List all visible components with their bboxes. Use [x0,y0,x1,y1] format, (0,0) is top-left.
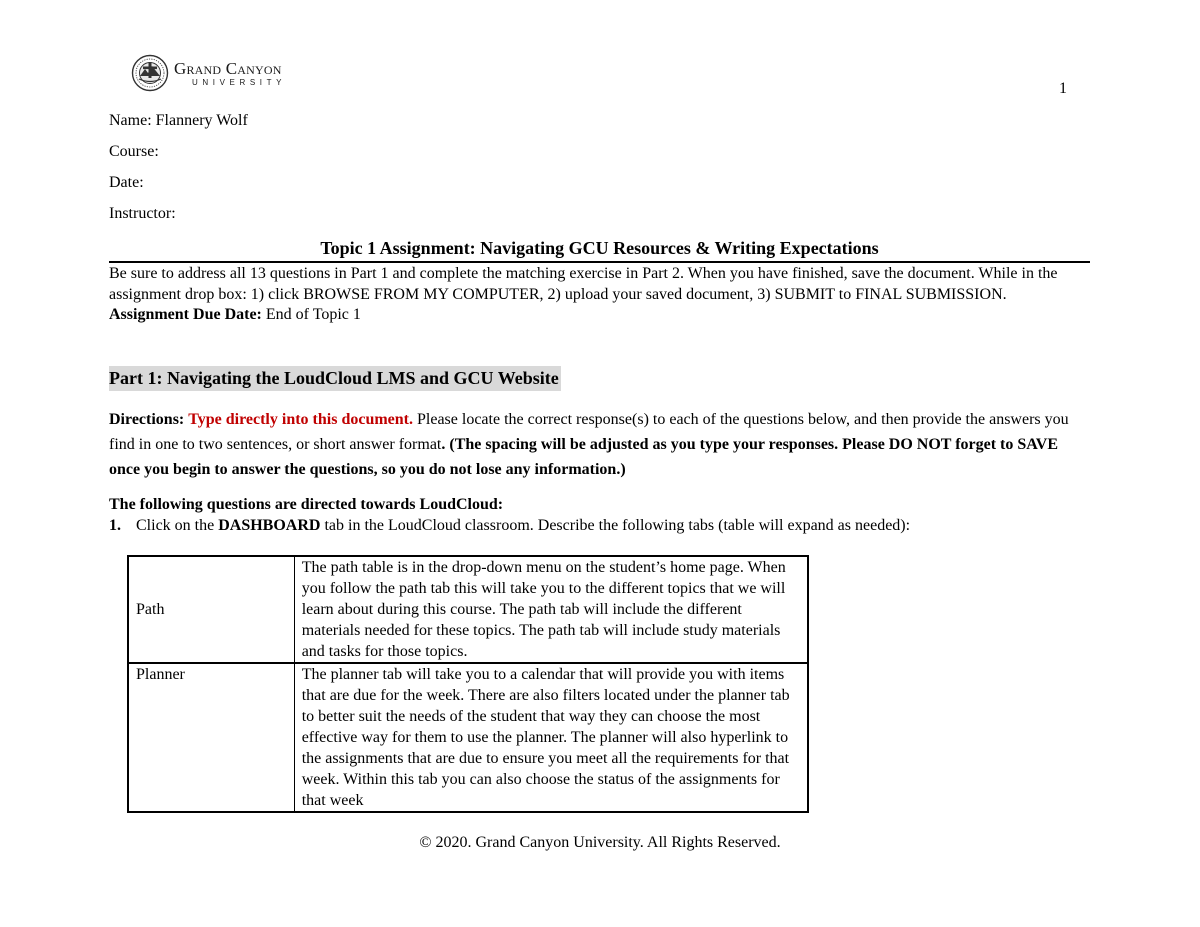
page-number: 1 [1059,80,1067,97]
question-text-bold: DASHBOARD [218,517,321,534]
table-row [128,556,808,663]
title-divider [109,261,1090,263]
logo-wordmark: Grand Canyon [174,58,282,78]
assignment-intro [109,264,1090,326]
table-cell-label[interactable]: Planner [128,663,294,812]
table-cell-answer[interactable]: The planner tab will take you to a calendar that will provide you with items that are due for the week. There are also filters located under the planner tab to better suit the needs of the student that way they can choose the most effective way for them to use the planner. The planner will also hyperlink to the assignments that are due to ensure you meet all the requirements for that week. Within this tab you can also choose the status of the assignments for that week [294,663,808,812]
directions-paragraph [109,407,1090,482]
due-date-line [109,305,1090,326]
intro-text: Be sure to address all 13 questions in Part 1 and complete the matching exercise in Part 2. When you have finished, save the document. While in the assignment drop box: 1) click BROWSE FROM MY COMPUTER, 2) upload your saved document, 3) SUBMIT to FINAL SUBMISSION. [109,265,1058,303]
part1-heading: Part 1: Navigating the LoudCloud LMS and GCU Website [109,366,561,391]
course-line: Course: [109,143,159,160]
name-line: Name: Flannery Wolf [109,112,248,129]
table-cell-label[interactable]: Path [128,556,294,663]
due-date-value: End of Topic 1 [261,306,361,323]
directions-label: Directions: [109,411,185,428]
table-row [128,663,808,812]
instructor-line: Instructor: [109,205,176,222]
loudcloud-subheading: The following questions are directed towards LoudCloud: [109,496,504,513]
directions-highlight: Type directly into this document. [188,411,413,428]
directions-text: Please locate the correct response(s) to each of the questions below, and then provide the answers you find in one to two sentences, or short answer format [109,411,1069,453]
university-logo [131,54,286,92]
question-text-post: tab in the LoudCloud classroom. Describe the following tabs (table will expand as needed): [320,517,911,534]
question-number: 1. [109,517,121,534]
date-line: Date: [109,174,144,191]
table-cell-answer[interactable]: The path table is in the drop-down menu on the student’s home page. When you follow the path tab this will take you to the different topics that we will learn about during this course. The path tab will include the different materials needed for these topics. The path tab will include study materials and tasks for those topics. [294,556,808,663]
assignment-title: Topic 1 Assignment: Navigating GCU Resources & Writing Expectations [320,238,879,258]
logo-subtitle: UNIVERSITY [192,77,287,87]
university-seal-icon [131,54,169,92]
question-1 [109,517,910,535]
question-text-pre: Click on the [136,517,219,534]
dashboard-tabs-table [127,555,809,813]
due-date-label: Assignment Due Date: [109,306,262,323]
directions-bold-note: . (The spacing will be adjusted as you type your responses. Please DO NOT forget to SAVE once you begin to answer the questions, so you do not lose any information.) [109,436,1058,478]
copyright-footer: © 2020. Grand Canyon University. All Rights Reserved. [419,834,781,851]
